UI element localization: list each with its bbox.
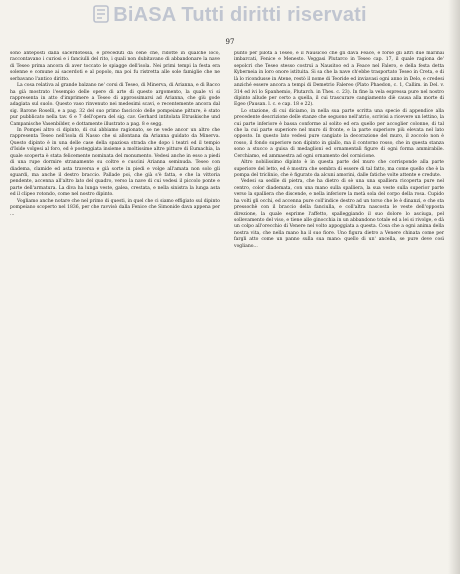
right-column [234,51,444,566]
page-edge-shadow [448,0,460,574]
watermark [0,4,460,27]
paragraph: Vogliamo anche notare che nel primo di questi, in quel che ci siamo effigiato sul dipinto pompeiano scoperto nel 1836, per che ravvisò dalla Fenice che Simonide dava appena per ... [10,198,220,217]
biasa-logo-icon [93,5,109,23]
text-columns [10,51,444,566]
paragraph: Lo stazione, di cui diciamo, in nella sua parte scritta una specie di appendice alla precedente descrizione delle stanze che seguono nell'atrio, scrivisi a ricevere un lettino, la cui parte inferiore è bassa conforme al solito ed era quello per accoglier colonne, di tal che la cui parte superiore nel muro di fronte, e la parte superiore più elevata nel lato opposto. In questo lato vedesi pure cangiato la decorazione del muro, il zoccolo non è rosso, il fondo superiore non dipinto in giallo, ma il contorno rosso, che in questa stanza sono a stucco a guisa di medaglioni ed ornamentali figure di ogni forma ammirabile. Cerchiamo, ed ammaestra ad ogni ornamento del cornicione. [234,108,444,159]
left-column [10,51,220,566]
paragraph: punto per pilota a Teseo, e il Nausicoo che gli dava Feace, e forse gli altri due marinai imbarcati, Fenice e Menesto. Veggasi Plutarco in Teseo cap. 17, il quale ragiona de' sepolcri che Teseo stesso costruì a Nausitoo ed a Feace nel Falero, e della festa detta Kyberneia in loro onore istituita. Si sa che la nave ch'ebbe trasportato Teseo in Creta, e di là lo ricondusse in Atene, restò il nome di Teoride ed inviavasi ogni anno in Delo, e credesi anziché essere ancora a tempi di Demetrio Falereo (Plato Phaedon, c. 1, Callim. in Del. v. 314 ed ivi lo Spanhemio, Plutarch. in Thes. c. 23). In fine la vela espressa pure nel nostro dipinto allude per certo a quella, il cui trascurare cangiamento diè causa alla morte di Egeo (Pausan. l. c. e cap. 18 e 22). [234,51,444,108]
paragraph: sono anteposti dalla sacerdotessa, e preceduti da cene che, ridotte in qualche loco, raccontavano i curiosi e i fanciulli del rito, i quali non dubitavano di abbandonare la nave di Teseo prima ancora di aver toccato le spiagge dell'isola. Nei primi tempi la festa era solenne e comune ai sacerdoti e al popolo, ma poi fu ristretta alle sole famiglie che ne serbavano l'antico diritto. [10,51,220,82]
paragraph: Altro nobilissimo dipinto è in questa parte del muro che corrisponde alla parte superiore del letto, ed è mostra che sembra di essere di tal fatto, ma come quello che è la pompa del triclinio, che è figurato da alcuni amorini, dalle fatiche volte attente e credute. [234,160,444,179]
watermark-text: BiASA Tutti diritti riservati [113,4,367,26]
paragraph: Vedesi sa sedile di pietra, che ha dietro di sè una una spalliera ricoperta pure nel centro, color diademata, con una mano sulla spalliera, la sua veste sulla superior parte verso la spalliera che discende, e nella inferiore la metà sola del corpo della rosa. Cupido ha volti gli occhi, ed accenna pure coll'indice destro ad un torso che le è dinanzi, e che sta pressochè con il braccio della fanciulla, e coll'altra nascosta le veste dell'opposta direzione, la quale esprime l'affetto, spalleggiando il suo dolore lo asciuga, pel sollevamento del viso, e tiene alle ginocchia in un abbandono totale ed a lei si rivolge, e dà un colpo all'orecchio di Venere nel volto appoggiata a questa. Cosa che a ogni anima della nostra vita, che nella mano ha il suo fiore. Uno figura dietro a Venere chinata come per fargli atto come un panno sulla sua mano: quello di un' ancella, se pure deve così vogliano... [234,179,444,249]
paragraph: In Pompei altro ci dipinto, di cui abbiamo ragionato, se ne vede ancor un altro che rappresenta Teseo nell'isola di Nasso che si allontana da Arianna guidato da Minerva. Questo dipinto è in una delle case della spaziosa strada che dopo i teatri ed il tempio d'Iside volgesi al foro, ed è posteggiata insieme a moltissime altre pitture di Eumachia, la quale scoperta è stata felicemente nominata del monumento. Vedesi anche in esso a piedi di una rupe dormire stranamente su coltre e cuscini Arianna seminuda. Teseo con diadema, clamide ed asta traversa e già sorte in piedi e volge all'amata non solo gli sguardi, ma anche il destro braccio. Pallade poi, che già s'è fatta, e che la vittoria pendente, accenna all'altro lato del quadro, verso la nave di cui vedesi il piccolo ponte e parte dell'armatura. La diva ha lunga veste, galea, crestata, e nella sinistra la lunga asta ed il clipeo rotondo, come nel nostro dipinto. [10,128,220,198]
paragraph: La cosa relativa al grande balzano ne' corsi di Teseo, di Minerva, di Arianna, e di Bacco ha già mostrato l'esempio delle opere di arte di questo argomento, la quale vi si rappresenta in atto d'imprimere a Teseo di approssimarsi ad Arianna, che giù gode adagiata sul suolo. Questo vaso rinvenuto nei medesimi scavi, e recentemente ancora dal sig. Barone Roselli, e a pag. 32 del suo primo fascicolo delle pompeiane pitture, è stato pur pubblicato nella tav. 6 e 7 dell'opera del sig. cav. Gerhard intitolata Etruskische und Campanische Vasenbilder, e dottamente illustrato a pag. 8 e segg. [10,83,220,127]
page-number: 97 [225,38,235,46]
